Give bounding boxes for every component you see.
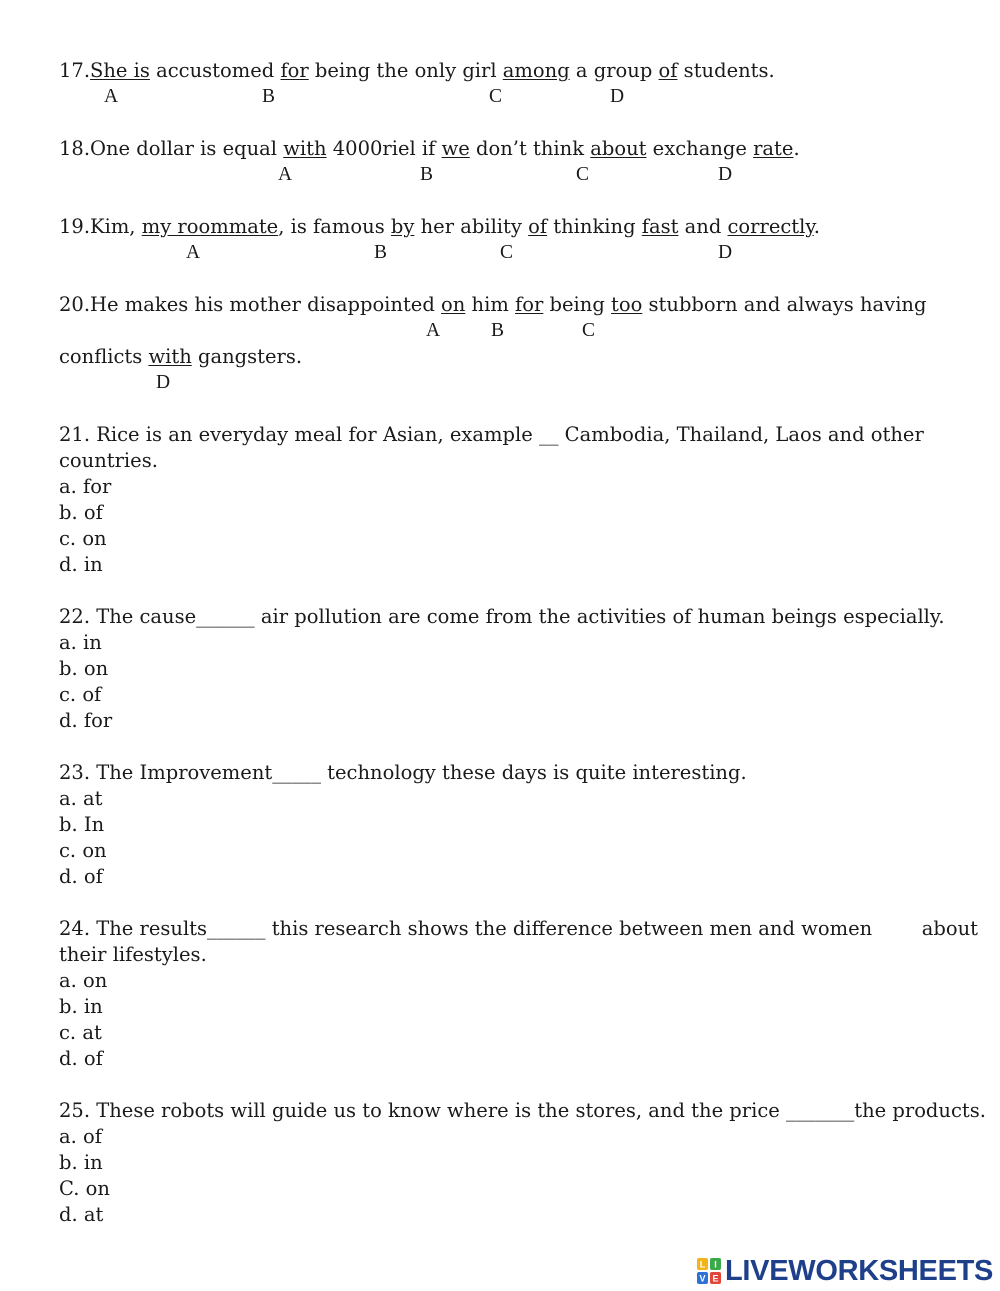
q17-sentence: 17.She is accustomed for being the only girl among a group of students. (59, 59, 775, 82)
q21-option-c: c. on (59, 527, 107, 550)
q24-option-b: b. in (59, 995, 103, 1018)
q25-option-c: C. on (59, 1177, 110, 1200)
q22-option-a: a. in (59, 631, 102, 654)
q23-question: 23. The Improvement_____ technology these days is quite interesting. (59, 761, 747, 784)
q20-underlined-b: for (515, 293, 544, 316)
q21-option-d: d. in (59, 553, 103, 576)
q18-label-a: A (278, 164, 293, 185)
liveworksheets-logo (697, 1254, 993, 1288)
q20-sentence-line2: conflicts with gangsters. (59, 345, 303, 368)
q20-label-b: B (491, 320, 505, 341)
logo-mark-letter-i: I (714, 1259, 717, 1270)
logo-mark-letter-e: E (712, 1273, 719, 1284)
q21-option-a: a. for (59, 475, 112, 498)
q24-option-a: a. on (59, 969, 108, 992)
q17-underlined-d: of (658, 59, 678, 82)
q25-option-b: b. in (59, 1151, 103, 1174)
q18-underlined-a: with (283, 137, 327, 160)
q21-option-b: b. of (59, 501, 103, 524)
q17-label-b: B (262, 86, 276, 107)
q19-label-b: B (374, 242, 388, 263)
q18-underlined-b: we (441, 137, 470, 160)
q17-underlined-b: for (280, 59, 309, 82)
q22-option-d: d. for (59, 709, 113, 732)
q18-label-b: B (420, 164, 434, 185)
q20-label-c: C (582, 320, 596, 341)
q22-question: 22. The cause______ air pollution are come from the activities of human beings especially. (59, 605, 945, 628)
q20-underlined-a: on (441, 293, 466, 316)
q25-option-a: a. of (59, 1125, 102, 1148)
q24-question-line2: their lifestyles. (59, 943, 207, 966)
q17-label-d: D (610, 86, 625, 107)
q20-sentence: 20.He makes his mother disappointed on him for being too stubborn and always having (59, 293, 927, 316)
q17-label-c: C (489, 86, 503, 107)
q19-underlined-d1: fast (641, 215, 679, 238)
q24-option-c: c. at (59, 1021, 102, 1044)
logo-mark-letter-l: L (699, 1259, 706, 1270)
q20-underlined-c: too (611, 293, 643, 316)
q21-question-line2: countries. (59, 449, 158, 472)
q19-label-d: D (718, 242, 733, 263)
liveworksheets-logo-mark-icon (697, 1258, 721, 1284)
q24-question: 24. The results______ this research shows the difference between men and women about (59, 917, 979, 940)
q19-sentence: 19.Kim, my roommate, is famous by her ability of thinking fast and correctly. (59, 215, 820, 238)
q23-option-c: c. on (59, 839, 107, 862)
q19-label-c: C (500, 242, 514, 263)
q20-label-a: A (426, 320, 441, 341)
q23-option-a: a. at (59, 787, 103, 810)
q18-underlined-c: about (590, 137, 647, 160)
q20-label-d: D (156, 372, 171, 393)
q22-option-b: b. on (59, 657, 109, 680)
q23-option-b: b. In (59, 813, 105, 836)
q17-label-a: A (104, 86, 119, 107)
q19-label-a: A (186, 242, 201, 263)
logo-text: LIVEWORKSHEETS (725, 1254, 994, 1287)
logo-mark-letter-v: V (699, 1273, 706, 1284)
q24-option-d: d. of (59, 1047, 103, 1070)
q25-option-d: d. at (59, 1203, 104, 1226)
q18-label-c: C (576, 164, 590, 185)
q21-question: 21. Rice is an everyday meal for Asian, example __ Cambodia, Thailand, Laos and other (59, 423, 924, 446)
q18-label-d: D (718, 164, 733, 185)
q22-option-c: c. of (59, 683, 102, 706)
q20-underlined-d: with (148, 345, 192, 368)
q17-underlined-c: among (502, 59, 570, 82)
q18-underlined-d: rate (753, 137, 794, 160)
q23-option-d: d. of (59, 865, 103, 888)
q19-underlined-d2: correctly (727, 215, 814, 238)
q25-question: 25. These robots will guide us to know where is the stores, and the price _______the products. (59, 1099, 986, 1122)
q19-underlined-b: by (390, 215, 415, 238)
q19-underlined-a: my roommate (141, 215, 279, 238)
q19-underlined-c: of (528, 215, 548, 238)
q18-sentence: 18.One dollar is equal with 4000riel if we don’t think about exchange rate. (59, 137, 800, 160)
q17-underlined-a: She is (90, 59, 150, 82)
